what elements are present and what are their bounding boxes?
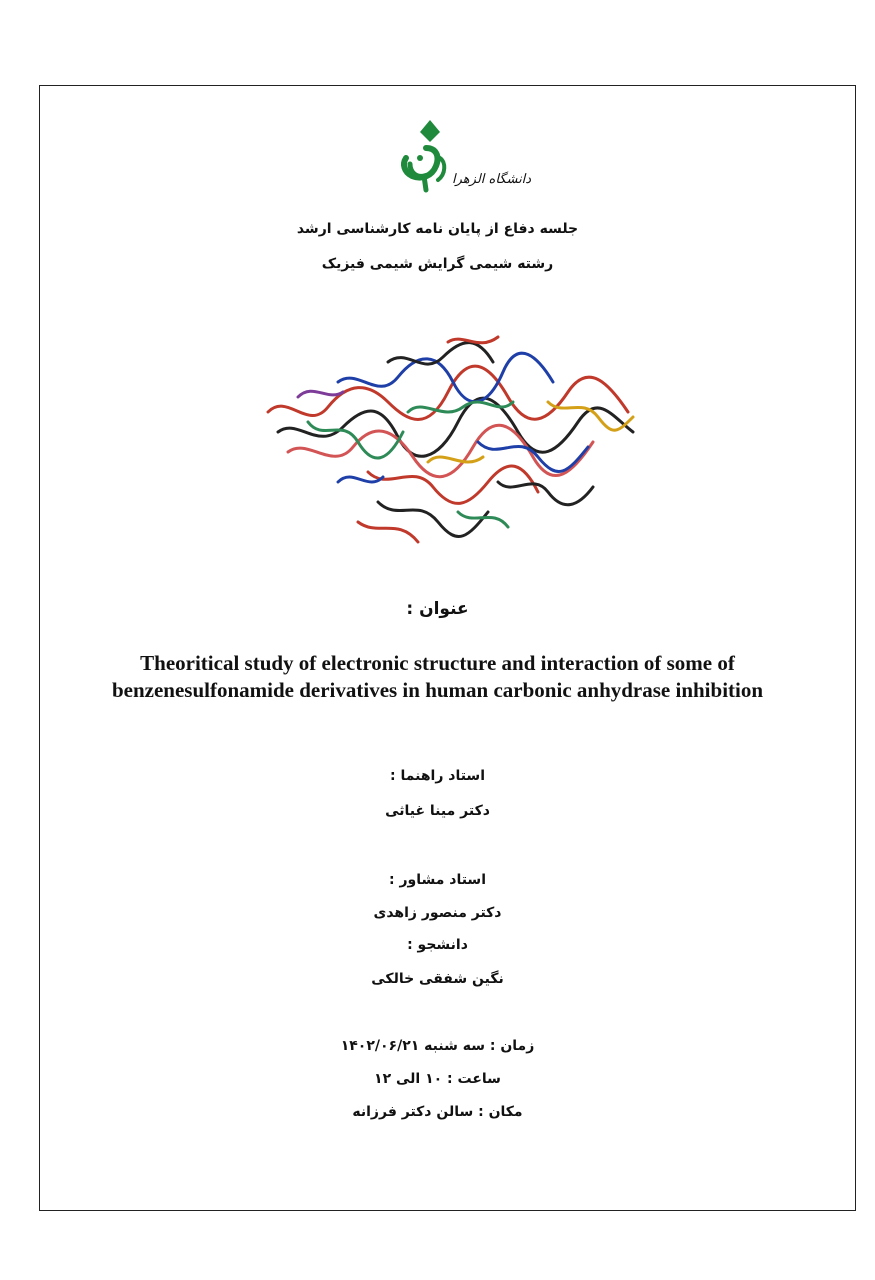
student-label: دانشجو :: [407, 937, 468, 953]
advisor-name: دکتر منصور زاهدی: [373, 905, 502, 921]
university-logo: [396, 118, 526, 208]
defense-date: زمان : سه شنبه ۱۴۰۲/۰۶/۲۱: [340, 1038, 535, 1054]
defense-session-heading: جلسه دفاع از پایان نامه کارشناسی ارشد: [296, 221, 579, 237]
advisor-label: استاد مشاور :: [388, 872, 486, 888]
university-name: دانشگاه الزهرا: [452, 172, 532, 187]
field-of-study: رشته شیمی گرایش شیمی فیزیک: [321, 256, 554, 272]
student-name: نگین شفقی خالکی: [371, 971, 504, 987]
title-label: عنوان :: [406, 599, 469, 619]
protein-structure-image: [248, 322, 648, 562]
thesis-title: Theoritical study of electronic structure and interaction of some of benzenesulfonamide derivatives in human carbonic anhydrase inhibition: [111, 651, 764, 702]
supervisor-label: استاد راهنما :: [390, 768, 485, 784]
supervisor-name: دکتر مینا غیاثی: [385, 803, 490, 819]
defense-time: ساعت : ۱۰ الی ۱۲: [374, 1071, 501, 1087]
defense-place: مکان : سالن دکتر فرزانه: [352, 1104, 523, 1120]
